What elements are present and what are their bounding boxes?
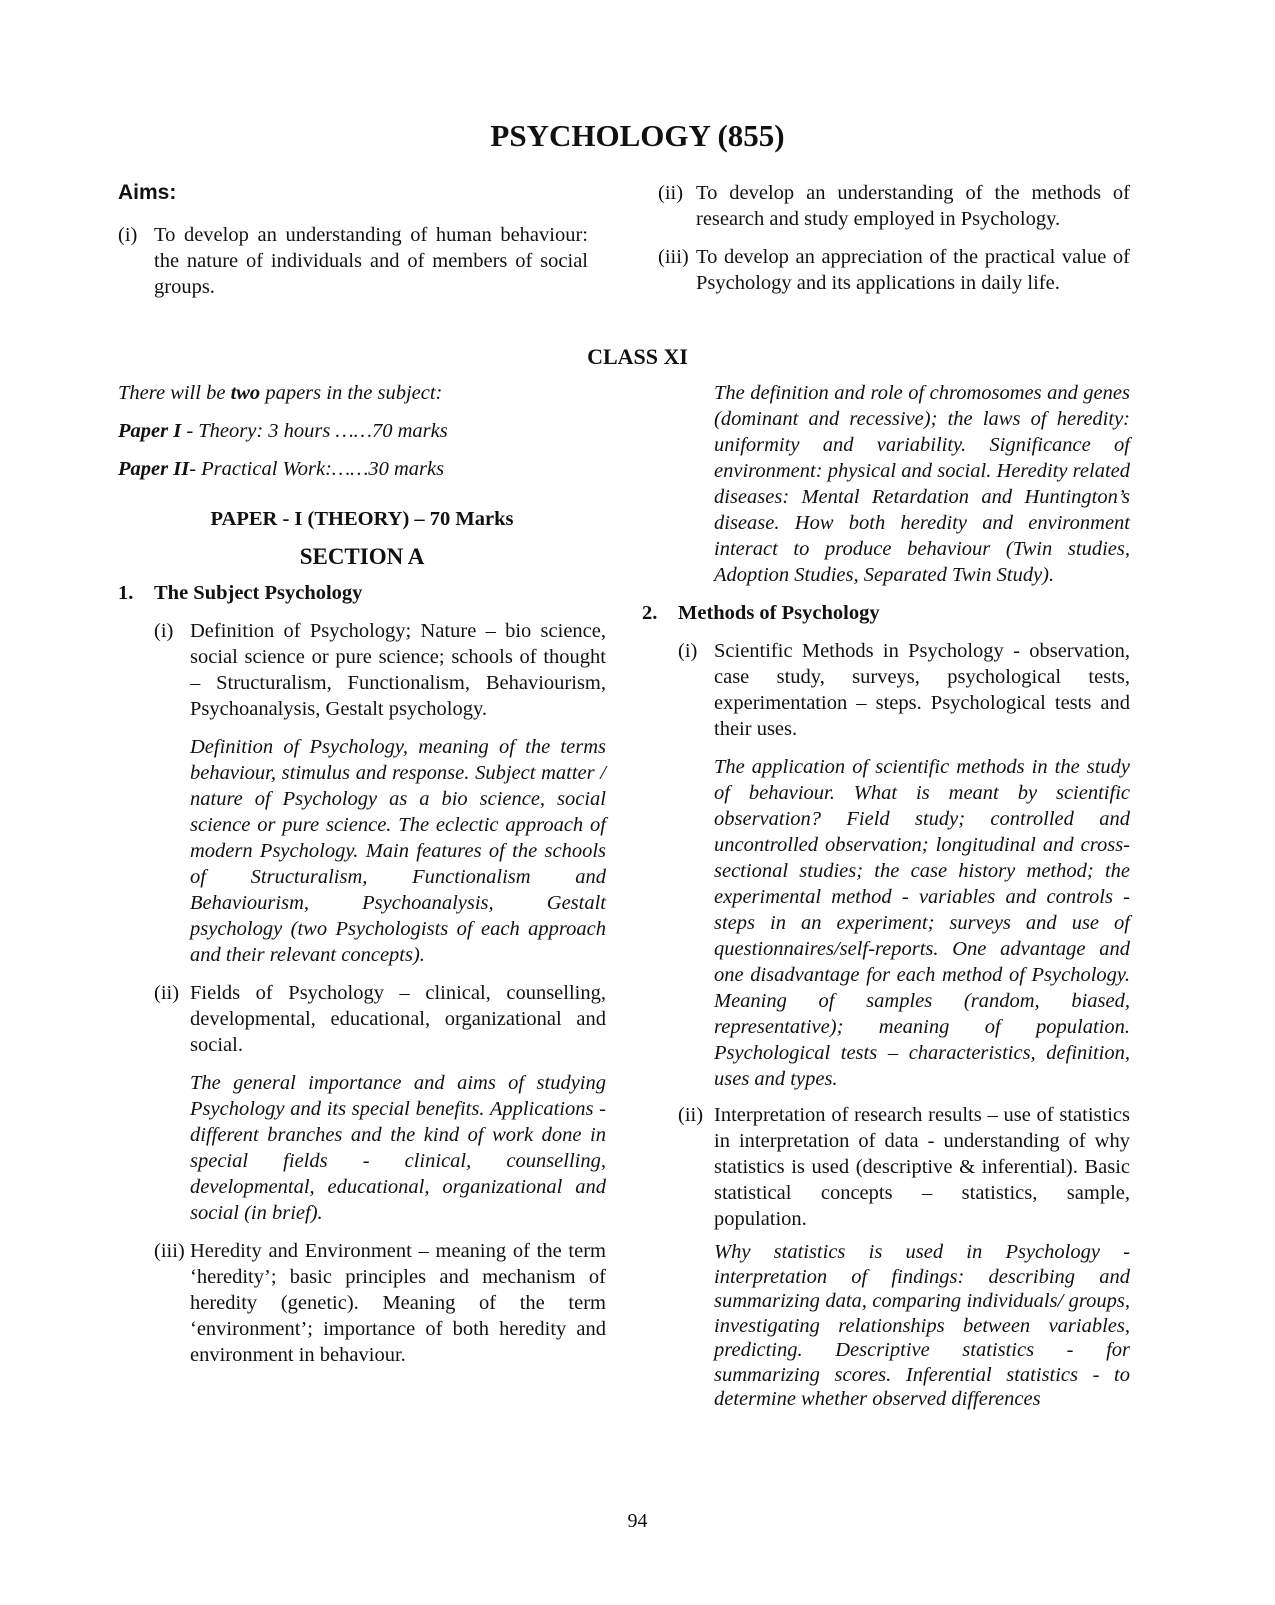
topic1-iii-note: The definition and role of chromosomes and genes (dominant and recessive); the laws of heredity: uniformity and variability. Significance of environment: physical and social. Heredity related diseases: Mental Retardation and Huntington’s disease. How both heredity and environment interact to produce behaviour (Twin studies, Adoption Studies, Separated Twin Study). [714,382,1130,586]
topic-num: 1. [118,582,134,604]
topic2-item-i [678,638,1130,1092]
topic2-item-ii [678,1102,1130,1412]
item-num: (ii) [154,982,180,1004]
aims-right [658,180,1130,296]
item-note: The general importance and aims of studying Psychology and its special benefits. Applications - different branches and the kind of work done in special fields - clinical, counselling, developmental, educational, organizational and social (in brief). [190,1072,606,1224]
aim-item-3 [658,244,1130,296]
aim-item-2 [658,180,1130,232]
item-text: Interpretation of research results – use of statistics in interpretation of data - understanding of why statistics is used (descriptive & inferential). Basic statistical concepts – statistics, sample, population. [714,1104,1130,1230]
aim-text: To develop an understanding of the methods of research and study employed in Psychology. [696,182,1130,230]
right-column [642,380,1130,1412]
left-column [118,380,606,1368]
item-text: Heredity and Environment – meaning of the term ‘heredity’; basic principles and mechanism of heredity (genetic). Meaning of the term ‘environment’; importance of both heredity and environment in behaviour. [190,1240,606,1366]
paper-heading: PAPER - I (THEORY) – 70 Marks [210,508,514,530]
item-num: (i) [678,640,698,662]
item-note: Definition of Psychology, meaning of the terms behaviour, stimulus and response. Subject matter / nature of Psychology as a bio science, social science or pure science. The eclectic approach of modern Psychology. Main features of the schools of Structuralism, Functionalism and Behaviourism, Psychoanalysis, Gestalt psychology (two Psychologists of each approach and their relevant concepts). [190,736,606,966]
topic-num: 2. [642,602,658,624]
paper2-line: Paper II- Practical Work:……30 marks [118,458,445,480]
item-text: Definition of Psychology; Nature – bio science, social science or pure science; schools of thought – Structuralism, Functionalism, Behaviourism, Psychoanalysis, Gestalt psychology. [190,620,606,720]
aim-text: To develop an understanding of human behaviour: the nature of individuals and of members of social groups. [154,224,588,298]
item-num: (iii) [154,1240,185,1262]
paper1-line: Paper I - Theory: 3 hours ……70 marks [118,420,448,442]
item-note: The application of scientific methods in the study of behaviour. What is meant by scientific observation? Field study; controlled and uncontrolled observation; longitudinal and cross-sectional studies; the case history method; the experimental method - variables and controls - steps in an experiment; surveys and use of questionnaires/self-reports. One advantage and one disadvantage for each method of Psychology. Meaning of samples (random, biased, representative); meaning of population. Psychological tests – characteristics, definition, uses and types. [714,756,1130,1090]
topic1-item-ii [154,980,606,1226]
class-heading: CLASS XI [587,344,688,369]
item-num: (i) [154,620,174,642]
aim-item-1 [118,222,588,300]
aims-left [118,180,588,300]
item-text: Scientific Methods in Psychology - observation, case study, surveys, psychological tests, experimentation – steps. Psychological tests and their uses. [714,640,1130,740]
aim-num: (ii) [658,182,684,204]
aim-num: (iii) [658,246,689,268]
papers-intro: There will be two papers in the subject: [118,382,443,404]
topic1-item-i [154,618,606,968]
topic1-heading [118,580,606,606]
item-num: (ii) [678,1104,704,1126]
topic-title: Methods of Psychology [678,602,880,624]
topic1-item-iii [154,1238,606,1368]
section-heading: SECTION A [299,544,425,569]
item-text: Fields of Psychology – clinical, counselling, developmental, educational, organizational and social. [190,982,606,1056]
item-note: Why statistics is used in Psychology - interpretation of findings: describing and summarizing data, comparing individuals/ groups, investigating relationships between variables, predicting. Descriptive statistics - for summarizing scores. Inferential statistics - to determine whether observed differences [714,1241,1130,1410]
aim-text: To develop an appreciation of the practical value of Psychology and its applications in daily life. [696,246,1130,294]
topic2-heading [642,600,1130,626]
topic-title: The Subject Psychology [154,582,363,604]
page-number: 94 [627,1510,648,1532]
aim-num: (i) [118,224,138,246]
aims-heading: Aims: [118,181,177,204]
page-title: PSYCHOLOGY (855) [490,118,785,153]
